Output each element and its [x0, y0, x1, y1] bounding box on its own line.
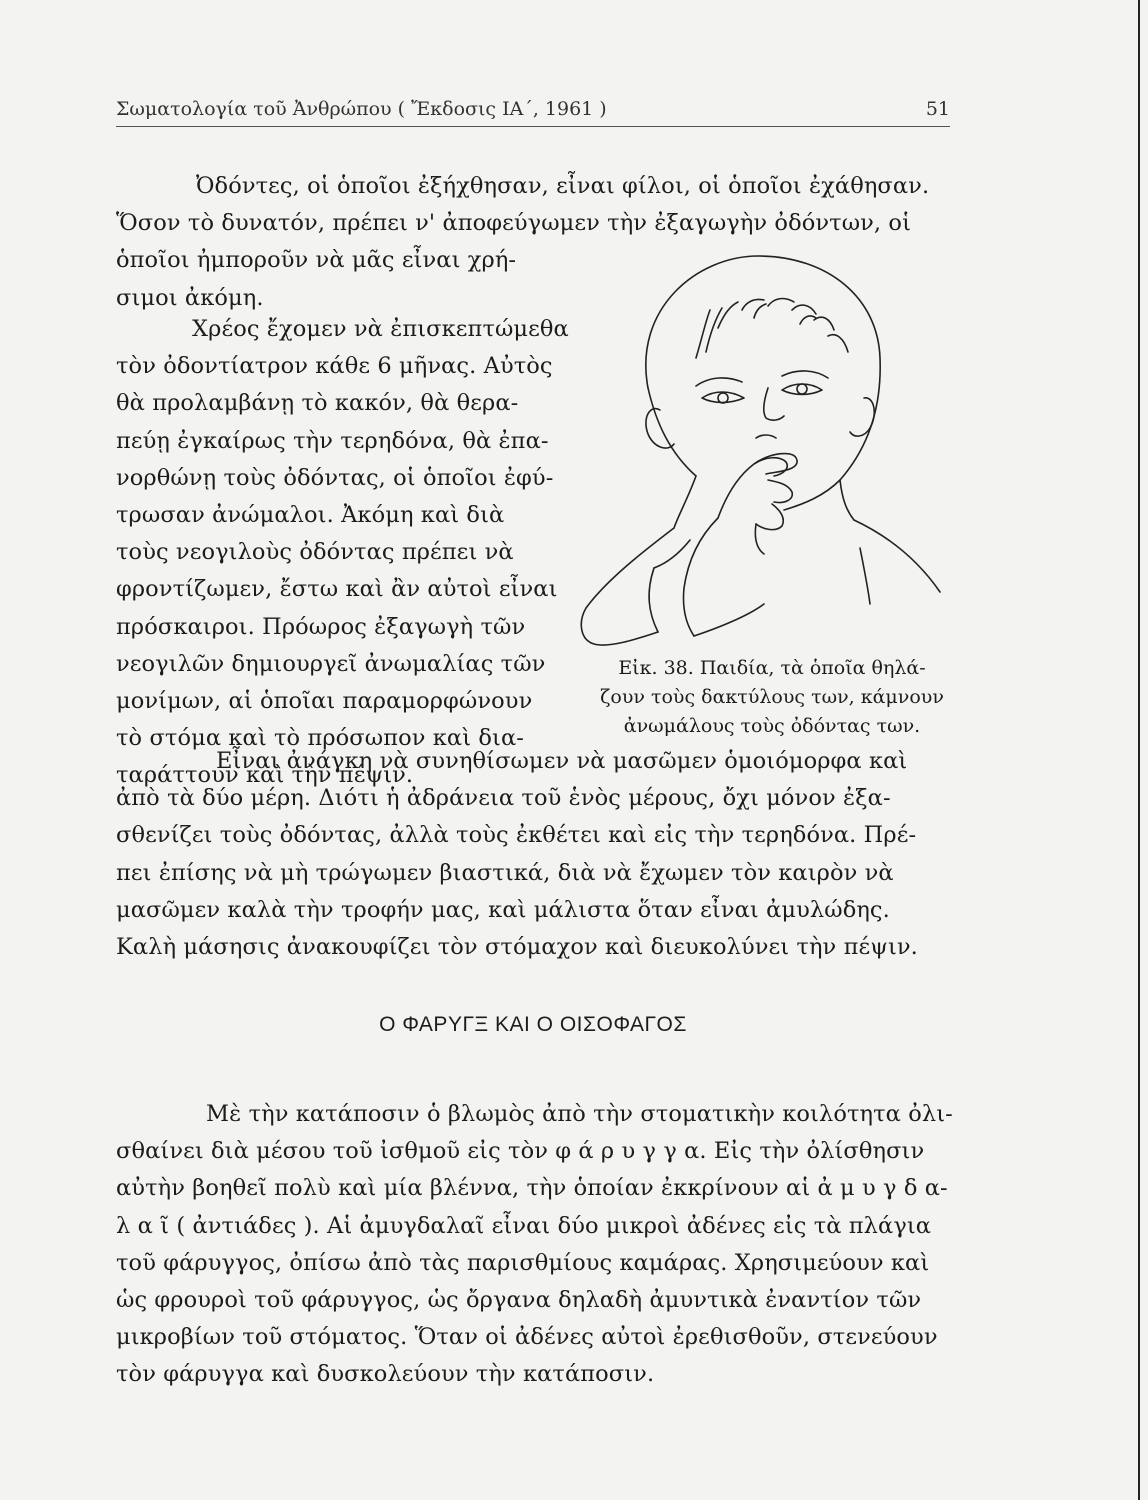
- text-line: σιμοι ἀκόμη.: [116, 284, 264, 311]
- text-line: Μὲ τὴν κατάποσιν ὁ βλωμὸς ἀπὸ τὴν στοματικὴν κοιλότητα ὀλι-: [206, 1101, 953, 1127]
- caption-line: Εἰκ. 38. Παιδία, τὰ ὁποῖα θηλά-: [618, 657, 926, 679]
- text-line: Καλὴ μάσησις ἀνακουφίζει τὸν στόμαχον καὶ διευκολύνει τὴν πέψιν.: [116, 934, 918, 961]
- text-line: τὸν ὀδοντίατρον κάθε 6 μῆνας. Αὐτὸς: [116, 353, 553, 380]
- text-line: ὡς φρουροὶ τοῦ φάρυγγος, ὡς ὄργανα δηλαδὴ ἀμυντικὰ ἐναντίον τῶν: [116, 1287, 922, 1314]
- text-line: μασῶμεν καλὰ τὴν τροφήν μας, καὶ μάλιστα ὅταν εἶναι ἀμυλώδης.: [116, 896, 890, 923]
- text-line: φροντίζωμεν, ἔστω καὶ ἂν αὐτοὶ εἶναι: [116, 576, 558, 603]
- text-line: Χρέος ἔχομεν νὰ ἐπισκεπτώμεθα: [192, 316, 569, 342]
- page-number: 51: [925, 98, 950, 120]
- text-line: Ὅσον τὸ δυνατόν, πρέπει ν' ἀποφεύγωμεν τὴν ἐξαγωγὴν ὀδόντων, οἱ: [116, 210, 911, 237]
- pharynx-paragraph: [116, 1096, 953, 1394]
- text-line: ταράττουν καὶ τὴν πέψιν.: [116, 762, 414, 789]
- text-line: νεογιλῶν δημιουργεῖ ἀνωμαλίας τῶν: [116, 650, 546, 677]
- dentist-paragraph: [116, 311, 576, 795]
- chewing-paragraph: [116, 743, 950, 966]
- text-line: τὸ στόμα καὶ τὸ πρόσωπον καὶ δια-: [116, 725, 524, 752]
- running-header: [116, 98, 950, 127]
- text-line: ὁποῖοι ἠμποροῦν νὰ μᾶς εἶναι χρή-: [116, 247, 517, 274]
- text-line: Εἶναι ἀνάγκη νὰ συνηθίσωμεν νὰ μασῶμεν ὁμοιόμορφα καὶ: [216, 748, 908, 774]
- text-line: τοῦ φάρυγγος, ὀπίσω ἀπὸ τὰς παρισθμίους καμάρας. Χρησιμεύουν καὶ: [116, 1249, 930, 1276]
- text-line: τρωσαν ἀνώμαλοι. Ἀκόμη καὶ διὰ: [116, 502, 505, 529]
- text-line: νορθώνῃ τοὺς ὀδόντας, οἱ ὁποῖοι ἐφύ-: [116, 464, 554, 491]
- caption-line: ἀνωμάλους τοὺς ὀδόντας των.: [623, 715, 921, 737]
- text-line: λ α ῖ ( ἀντιάδες ). Αἱ ἀμυγδαλαῖ εἶναι δύο μικροὶ ἀδένες εἰς τὰ πλάγια: [116, 1212, 932, 1239]
- text-line: θὰ προλαμβάνῃ τὸ κακόν, θὰ θερα-: [116, 390, 519, 417]
- text-line: πεύῃ ἐγκαίρως τὴν τερηδόνα, θὰ ἐπα-: [116, 427, 549, 454]
- text-line: μονίμων, αἱ ὁποῖαι παραμορφώνουν: [116, 688, 533, 715]
- text-line: πρόσκαιροι. Πρόωρος ἐξαγωγὴ τῶν: [116, 613, 526, 640]
- figure-child-drawing: [578, 248, 958, 668]
- text-line: σθενίζει τοὺς ὀδόντας, ἀλλὰ τοὺς ἐκθέτει καὶ εἰς τὴν τερηδόνα. Πρέ-: [116, 822, 917, 849]
- figure-caption: [592, 654, 952, 741]
- text-line: τοὺς νεογιλοὺς ὀδόντας πρέπει νὰ: [116, 539, 514, 566]
- text-line: ἀπὸ τὰ δύο μέρη. Διότι ἡ ἀδράνεια τοῦ ἑνὸς μέρους, ὄχι μόνον ἐξα-: [116, 785, 891, 812]
- text-line: τὸν φάρυγγα καὶ δυσκολεύουν τὴν κατάποσιν.: [116, 1361, 655, 1388]
- page-edge: [1138, 0, 1140, 1500]
- section-title: Ο ΦΑΡΥΓΞ ΚΑΙ Ο ΟΙΣΟΦΑΓΟΣ: [379, 1013, 687, 1036]
- text-line: μικροβίων τοῦ στόματος. Ὅταν οἱ ἀδένες αὐτοὶ ἐρεθισθοῦν, στενεύουν: [116, 1324, 938, 1351]
- running-title: Σωματολογία τοῦ Ἀνθρώπου ( Ἔκδοσις ΙΑ΄, 1961 ): [116, 98, 607, 120]
- text-line: σθαίνει διὰ μέσου τοῦ ἰσθμοῦ εἰς τὸν φ ά ρ υ γ γ α. Εἰς τὴν ὀλίσθησιν: [116, 1138, 925, 1165]
- caption-line: ζουν τοὺς δακτύλους των, κάμνουν: [600, 686, 944, 708]
- text-line: αὐτὴν βοηθεῖ πολὺ καὶ μία βλέννα, τὴν ὁποίαν ἐκκρίνουν αἱ ἀ μ υ γ δ α-: [116, 1175, 948, 1202]
- text-line: Ὀδόντες, οἱ ὁποῖοι ἐξήχθησαν, εἶναι φίλοι, οἱ ὁποῖοι ἐχάθησαν.: [196, 173, 930, 199]
- text-line: πει ἐπίσης νὰ μὴ τρώγωμεν βιαστικά, διὰ νὰ ἔχωμεν τὸν καιρὸν νὰ: [116, 859, 894, 886]
